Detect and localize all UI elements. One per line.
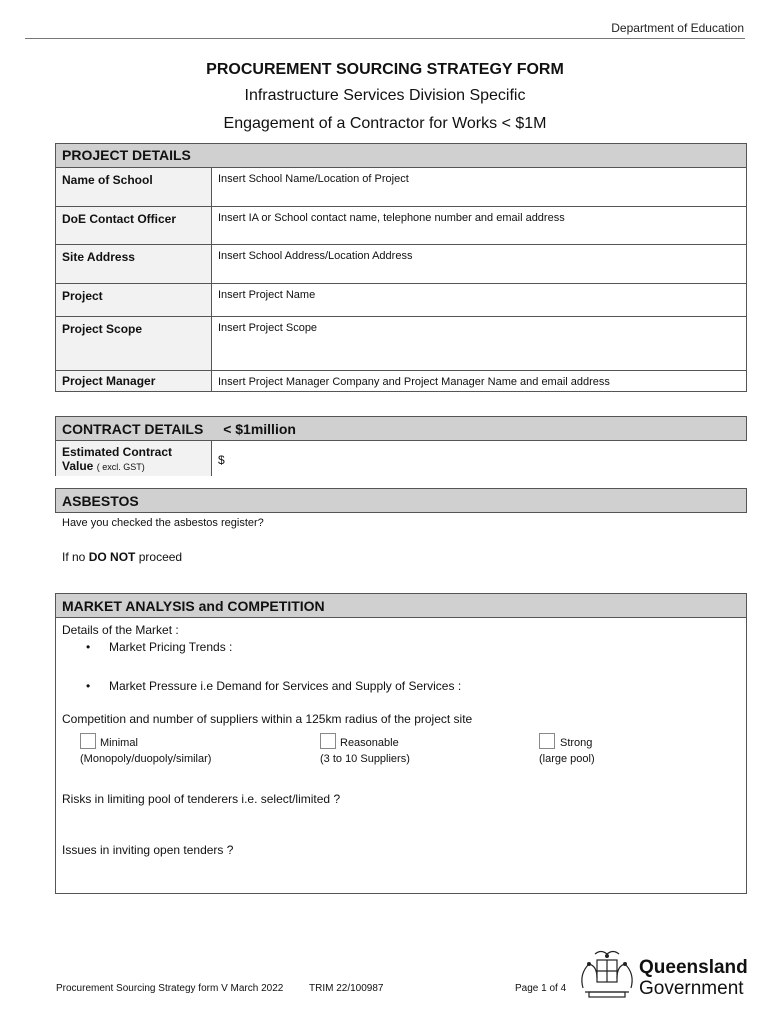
market-pressure[interactable]: Market Pressure i.e Demand for Services and Supply of Services :	[109, 679, 462, 693]
contact-officer-field[interactable]: Insert IA or School contact name, telephone number and email address	[218, 212, 565, 224]
department-name: Department of Education	[611, 21, 744, 35]
header-rule	[25, 38, 745, 39]
project-label: Project	[56, 284, 212, 316]
project-row-project	[55, 283, 747, 317]
school-name-label: Name of School	[56, 168, 212, 206]
footer-trim: TRIM 22/100987	[309, 983, 384, 994]
risks-question[interactable]: Risks in limiting pool of tenderers i.e. select/limited ?	[62, 792, 341, 806]
contract-value-field[interactable]: $	[218, 453, 225, 467]
site-address-field[interactable]: Insert School Address/Location Address	[218, 250, 413, 262]
contract-value-label-line2: Value	[62, 459, 94, 473]
site-address-label: Site Address	[56, 245, 212, 283]
project-row-school	[55, 167, 747, 207]
issues-question[interactable]: Issues in inviting open tenders ?	[62, 843, 234, 857]
project-manager-field[interactable]: Insert Project Manager Company and Project Manager Name and email address	[218, 376, 610, 388]
project-scope-field[interactable]: Insert Project Scope	[218, 322, 318, 334]
asbestos-warning	[62, 550, 182, 564]
logo-text-queensland: Queensland	[639, 957, 748, 978]
project-row-scope	[55, 316, 747, 371]
strong-label: Strong	[560, 737, 593, 749]
project-name-field[interactable]: Insert Project Name	[218, 289, 316, 301]
contract-details-heading	[55, 416, 747, 441]
strong-note: (large pool)	[539, 753, 595, 765]
minimal-checkbox[interactable]	[80, 733, 96, 749]
project-details-heading: PROJECT DETAILS	[55, 143, 747, 168]
bullet-dot: •	[86, 679, 91, 693]
contact-officer-label: DoE Contact Officer	[56, 207, 212, 244]
form-title: PROCUREMENT SOURCING STRATEGY FORM	[206, 61, 564, 78]
form-subtitle-engagement: Engagement of a Contractor for Works < $1M	[223, 115, 547, 132]
minimal-label: Minimal	[100, 737, 138, 749]
asbestos-do-not: DO NOT	[88, 550, 136, 564]
queensland-government-logo	[575, 948, 748, 1005]
coat-of-arms-icon	[575, 948, 639, 1000]
footer-form-name: Procurement Sourcing Strategy form V March 2022	[56, 983, 284, 994]
project-row-site	[55, 244, 747, 284]
contract-heading-amount: < $1million	[223, 421, 296, 437]
asbestos-if-no: If no	[62, 550, 86, 564]
logo-text-government: Government	[639, 978, 744, 999]
asbestos-question: Have you checked the asbestos register?	[62, 517, 264, 529]
footer-page-number: Page 1 of 4	[515, 983, 567, 994]
asbestos-heading: ASBESTOS	[55, 488, 747, 513]
bullet-dot: •	[86, 640, 91, 654]
contract-value-label	[56, 441, 212, 476]
reasonable-checkbox[interactable]	[320, 733, 336, 749]
reasonable-note: (3 to 10 Suppliers)	[320, 753, 410, 765]
school-name-field[interactable]: Insert School Name/Location of Project	[218, 173, 409, 185]
competition-label: Competition and number of suppliers within a 125km radius of the project site	[62, 712, 473, 726]
strong-checkbox[interactable]	[539, 733, 555, 749]
market-details-label: Details of the Market :	[62, 623, 179, 637]
asbestos-proceed: proceed	[138, 550, 183, 564]
project-row-contact	[55, 206, 747, 245]
contract-heading-text: CONTRACT DETAILS	[62, 421, 204, 437]
market-pricing-trends[interactable]: Market Pricing Trends :	[109, 640, 233, 654]
market-analysis-heading: MARKET ANALYSIS and COMPETITION	[55, 593, 747, 618]
minimal-note: (Monopoly/duopoly/similar)	[80, 753, 212, 765]
contract-value-label-line1: Estimated Contract	[62, 445, 173, 459]
contract-value-note: ( excl. GST)	[96, 462, 145, 472]
project-scope-label: Project Scope	[56, 317, 212, 370]
form-subtitle-division: Infrastructure Services Division Specific	[244, 87, 526, 104]
project-row-manager	[55, 370, 747, 392]
reasonable-label: Reasonable	[340, 737, 399, 749]
contract-value-row	[55, 440, 747, 476]
project-manager-label: Project Manager	[56, 371, 212, 391]
